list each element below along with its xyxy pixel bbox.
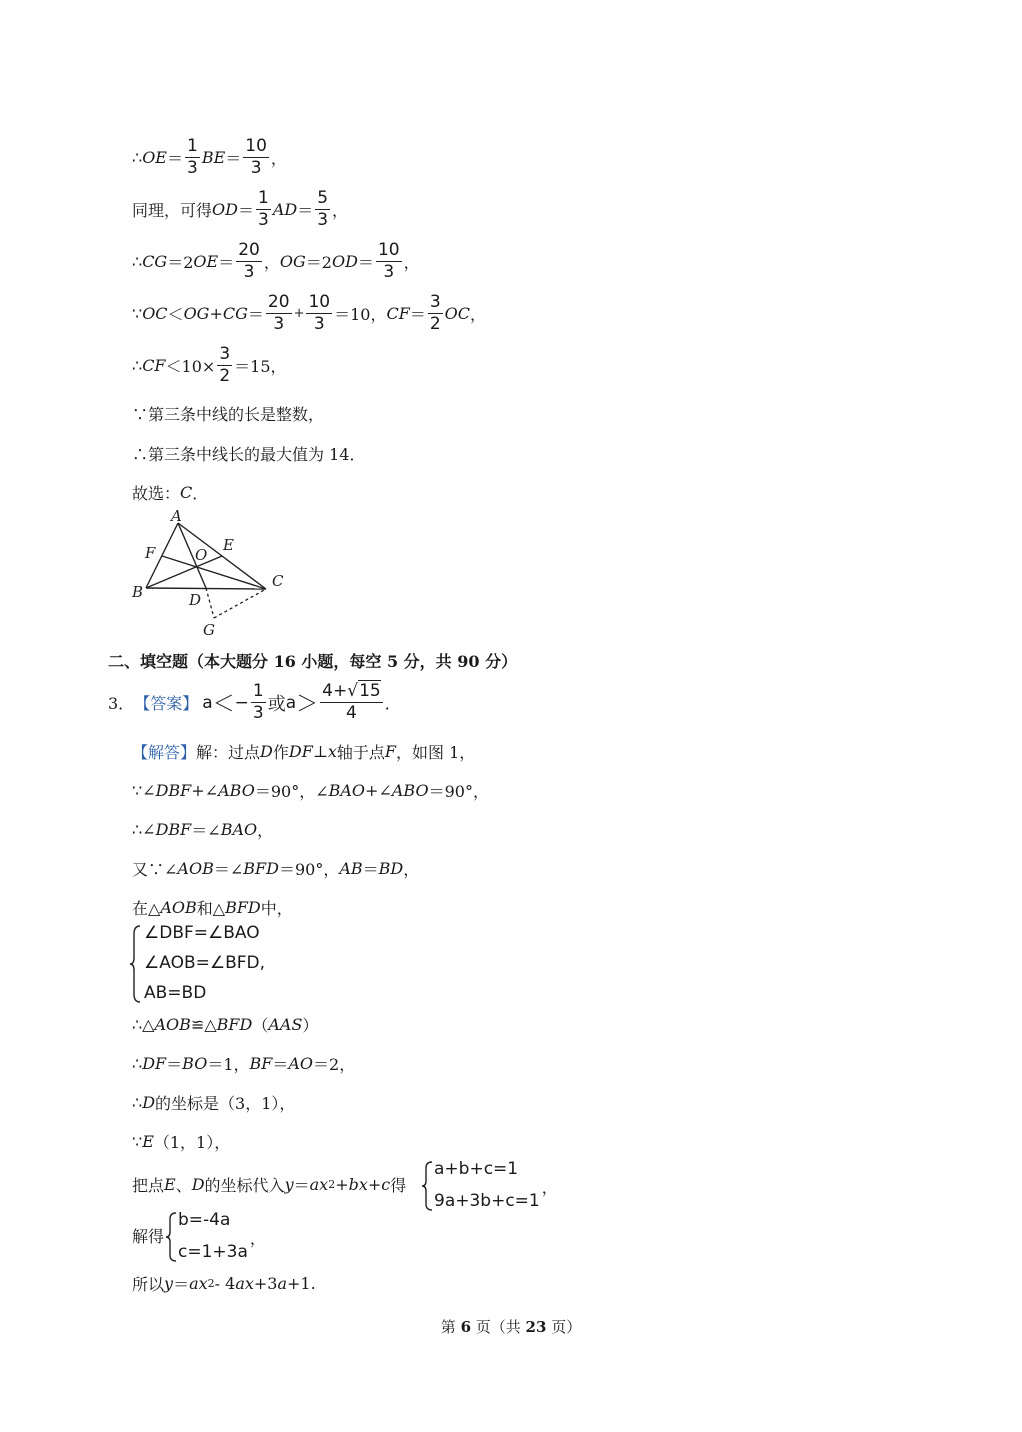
sol-line-10	[132, 1173, 406, 1196]
math-token: +	[293, 306, 305, 321]
math-token: 、	[175, 1176, 192, 1195]
line-oe	[132, 138, 287, 177]
page-footer	[0, 1316, 1022, 1337]
solution-tag: 【解答】	[132, 743, 197, 762]
math-token: ∴∠	[132, 820, 156, 839]
math-token: ＝	[218, 253, 235, 272]
punct: ，	[270, 149, 287, 168]
math-token: ⊥	[312, 742, 328, 761]
math-token: - 4	[214, 1274, 236, 1293]
math-token: ．	[192, 484, 209, 503]
math-token: ＝2，	[313, 1055, 356, 1074]
sol-line-5	[132, 896, 293, 919]
eq: ＝	[237, 201, 254, 220]
math-token: c	[381, 1175, 391, 1194]
math-token: a	[277, 1274, 288, 1293]
math-token: ＜	[167, 305, 184, 324]
punct: ，	[332, 201, 349, 220]
math-token: ，	[263, 253, 280, 272]
eq: ＝	[225, 149, 242, 168]
math-token: ∴	[132, 1093, 143, 1112]
math-token: ＝	[166, 1055, 183, 1074]
math-token: ＝	[173, 1275, 190, 1294]
math-token: 1	[187, 136, 198, 156]
math-token: 3	[187, 158, 198, 178]
math-token: AOB	[160, 898, 197, 917]
math-token: 在△	[132, 899, 161, 918]
math-token: 1	[252, 681, 264, 701]
math-token: 页）	[546, 1318, 582, 1336]
math-token: 4+	[322, 681, 348, 701]
fraction	[256, 190, 271, 229]
sol-line-2	[132, 779, 489, 802]
eq-row: 9a+3b+c=1	[434, 1191, 540, 1212]
math-token: 解得	[132, 1227, 165, 1246]
math-token: y	[284, 1175, 294, 1194]
equation-system-coords	[422, 1160, 558, 1212]
sol-line-11	[132, 1224, 164, 1247]
sol-line-4	[132, 857, 419, 880]
math-token: E	[142, 1132, 154, 1151]
math-token: +1.	[287, 1274, 316, 1293]
fraction	[376, 242, 402, 281]
math-token: 10	[245, 136, 267, 156]
var: OE	[142, 148, 167, 167]
math-token: 20	[238, 240, 260, 260]
math-token: ，	[257, 821, 274, 840]
math-token: ＞	[296, 692, 319, 717]
math-token: ∵	[132, 304, 143, 323]
math-token: 解：过点	[196, 743, 261, 762]
math-token: CF	[386, 304, 410, 323]
math-token: ＝∠	[191, 821, 221, 840]
math-token: ）	[302, 1016, 319, 1035]
math-token: ax	[309, 1175, 329, 1194]
page-number: 6	[460, 1318, 471, 1336]
math-token: ∴	[132, 356, 143, 375]
math-token: 2	[219, 366, 231, 386]
fraction	[251, 683, 266, 722]
math-token: 2	[207, 1277, 215, 1290]
math-token: −	[234, 692, 249, 713]
fraction	[266, 294, 292, 333]
math-token: 或	[267, 693, 286, 715]
sol-line-1	[132, 740, 475, 763]
math-token: C	[180, 483, 193, 502]
left-brace	[166, 1211, 178, 1263]
eq-row: ∠DBF=∠BAO	[144, 923, 260, 943]
math-token: 1	[257, 188, 269, 208]
therefore: ∴	[132, 148, 143, 167]
math-token: ，如图 1，	[396, 743, 476, 762]
eq: ＝	[166, 149, 183, 168]
fraction	[428, 294, 443, 333]
median-cf	[162, 556, 266, 589]
eq-row: b=-4a	[178, 1210, 231, 1230]
fraction	[236, 242, 262, 281]
math-token: 3	[257, 210, 269, 230]
math-token: 3	[383, 262, 395, 282]
math-token: 的坐标是（3，1），	[155, 1094, 296, 1113]
math-token: 15	[359, 681, 381, 701]
eq-row: a+b+c=1	[434, 1159, 519, 1179]
math-token: 3	[429, 292, 441, 312]
label-c: C	[272, 572, 284, 590]
math-token: ，	[403, 860, 420, 879]
math-token: DF	[142, 1054, 167, 1073]
math-token: （1，1），	[153, 1133, 231, 1152]
math-token: BFD	[225, 898, 261, 917]
dashed-gc	[214, 589, 266, 618]
math-token: ∵	[132, 1132, 143, 1151]
line-choice	[132, 481, 208, 504]
math-token: 又∵∠	[132, 860, 178, 879]
section-title: 二、填空题（本大题分 16 小题，每空 5 分，共 90 分）	[108, 652, 518, 671]
math-token: OC	[142, 304, 168, 323]
math-token: +	[367, 1175, 382, 1194]
sol-line-6	[132, 1013, 318, 1036]
math-token: +∠	[191, 781, 219, 800]
label-a: A	[171, 507, 182, 525]
math-token: ＝∠	[213, 860, 244, 879]
math-token: ＝90°，∠	[254, 782, 329, 801]
math-token: OE	[193, 252, 219, 271]
math-token: AOB	[177, 859, 214, 878]
eq-row: c=1+3a	[178, 1242, 248, 1263]
math-token: a	[202, 692, 213, 713]
math-token: +	[335, 1175, 349, 1194]
math-token: +	[209, 304, 223, 323]
math-token: F	[384, 742, 397, 761]
math-token: OG	[183, 304, 210, 323]
math-token: a	[285, 692, 297, 713]
math-token: ＝2	[167, 253, 194, 272]
text: 同理，可得	[132, 201, 213, 220]
dashed-dg	[206, 588, 214, 618]
label-f: F	[145, 544, 156, 562]
math-token: AO	[288, 1054, 314, 1073]
label-o: O	[195, 546, 208, 564]
math-token: 页（共	[471, 1318, 526, 1336]
math-token: +3	[253, 1274, 278, 1293]
math-token: BFD	[243, 859, 279, 878]
math-token: ABO	[391, 781, 429, 800]
math-token: 3	[313, 314, 325, 334]
line-cg	[132, 242, 420, 281]
math-token: DF	[288, 742, 313, 761]
math-token: E	[164, 1175, 176, 1194]
fraction-sqrt	[320, 683, 383, 722]
line-oc	[132, 294, 486, 333]
fraction	[315, 190, 330, 229]
math-token: 10	[308, 292, 331, 312]
math-token: 2	[429, 314, 441, 334]
fraction	[185, 138, 200, 177]
math-token: D	[142, 1093, 156, 1112]
math-token: DBF	[155, 820, 192, 839]
triangle-figure	[126, 505, 296, 640]
math-token: BF	[249, 1054, 273, 1073]
answer-tag: 【答案】	[134, 694, 199, 713]
math-token: D	[260, 742, 273, 761]
math-token: 4	[346, 703, 357, 723]
math-token: 3	[252, 703, 264, 723]
math-token: ＝	[362, 860, 379, 879]
math-token: ∴	[132, 252, 143, 271]
left-brace	[422, 1160, 434, 1212]
math-token: BFD	[216, 1015, 253, 1034]
math-token: ＝90°，	[428, 782, 489, 801]
fraction	[217, 346, 232, 385]
math-token: 10	[377, 240, 400, 260]
var: AD	[272, 200, 298, 219]
math-token: 3	[317, 210, 329, 230]
math-token: 4+√15	[322, 681, 381, 701]
math-token: ≌△	[190, 1015, 217, 1034]
eq: ＝	[297, 201, 314, 220]
math-token: BAO	[328, 781, 366, 800]
eq-row: AB=BD	[144, 983, 207, 1004]
math-token: 2	[328, 1178, 336, 1191]
math-token: 作	[272, 743, 289, 762]
math-token: 3	[219, 344, 231, 364]
math-token: ，	[249, 1228, 266, 1248]
var: OD	[212, 200, 238, 219]
math-token: ＝15，	[234, 357, 287, 376]
fraction	[243, 138, 269, 177]
math-token: x	[327, 742, 337, 761]
math-token: 和△	[196, 899, 226, 918]
var: BE	[201, 148, 226, 167]
math-token: CF	[142, 356, 166, 375]
math-token: ＝90°，	[278, 860, 340, 879]
math-token: ＝	[247, 305, 264, 324]
math-token: ＜10×	[165, 357, 216, 376]
math-token: ＝	[357, 253, 374, 272]
line-cf	[132, 346, 287, 385]
math-token: 所以	[132, 1275, 165, 1294]
math-token: BAO	[220, 820, 258, 839]
math-token: 的坐标代入	[204, 1176, 285, 1195]
math-token: 20	[267, 292, 290, 312]
math-token: ABO	[218, 781, 255, 800]
math-token: ＝	[293, 1176, 310, 1195]
left-brace	[130, 924, 142, 1004]
math-token: 3	[250, 158, 262, 178]
q3-answer	[108, 683, 401, 722]
math-token: 3	[243, 262, 255, 282]
math-token: BO	[182, 1054, 208, 1073]
math-token: 中，	[260, 899, 293, 918]
equation-system-congruence	[130, 924, 265, 1004]
sol-line-7	[132, 1052, 355, 1075]
math-token: 轴于点	[336, 743, 385, 762]
math-token: ．	[384, 694, 401, 713]
math-token: CG	[222, 304, 248, 323]
math-token: ＝	[272, 1055, 289, 1074]
math-token: 得	[390, 1176, 407, 1195]
fraction	[306, 294, 332, 333]
math-token: 故选：	[132, 484, 181, 503]
sol-line-12	[132, 1272, 316, 1295]
math-token: 第	[440, 1318, 461, 1336]
line-integer: ∵第三条中线的长是整数，	[132, 405, 325, 424]
line-od	[132, 190, 348, 229]
equation-system-solution	[166, 1211, 266, 1263]
math-token: ＝1，	[207, 1055, 250, 1074]
math-token: ＝10，	[334, 305, 387, 324]
math-token: BD	[378, 859, 404, 878]
math-token: AAS	[268, 1015, 303, 1034]
math-token: 3	[273, 314, 285, 334]
math-token: ax	[189, 1274, 208, 1293]
math-token: 5	[317, 188, 329, 208]
math-token: bx	[348, 1175, 368, 1194]
math-token: ，	[470, 305, 487, 324]
math-token: AB	[339, 859, 363, 878]
eq-row: ∠AOB=∠BFD,	[144, 953, 266, 974]
math-token: +∠	[365, 781, 392, 800]
math-token: ，	[541, 1177, 558, 1197]
math-token: 3．	[108, 694, 135, 713]
sol-line-9	[132, 1130, 230, 1153]
math-token: AOB	[154, 1015, 191, 1034]
math-token: ＜	[212, 692, 235, 717]
label-b: B	[132, 583, 144, 601]
math-token: CG	[142, 252, 168, 271]
math-token: OD	[331, 252, 358, 271]
math-token: OG	[279, 252, 306, 271]
page-total: 23	[525, 1318, 547, 1336]
math-token: 把点	[132, 1176, 165, 1195]
math-token: ，	[403, 253, 420, 272]
math-token: ∵∠	[132, 781, 156, 800]
label-g: G	[203, 621, 215, 639]
math-token: （	[252, 1016, 269, 1035]
label-e: E	[223, 536, 234, 554]
math-token: ＝2	[305, 253, 332, 272]
math-token: ax	[235, 1274, 254, 1293]
math-token: y	[164, 1274, 174, 1293]
math-token: ∴△	[132, 1015, 155, 1034]
sol-line-3	[132, 818, 273, 841]
math-token: OC	[444, 304, 471, 323]
math-token: ∴	[132, 1054, 143, 1073]
label-d: D	[189, 591, 202, 609]
math-token: ＝	[409, 305, 426, 324]
sol-line-8	[132, 1091, 295, 1114]
math-token: D	[191, 1175, 205, 1194]
math-token: DBF	[155, 781, 192, 800]
line-max: ∴第三条中线长的最大值为 14．	[132, 445, 366, 464]
